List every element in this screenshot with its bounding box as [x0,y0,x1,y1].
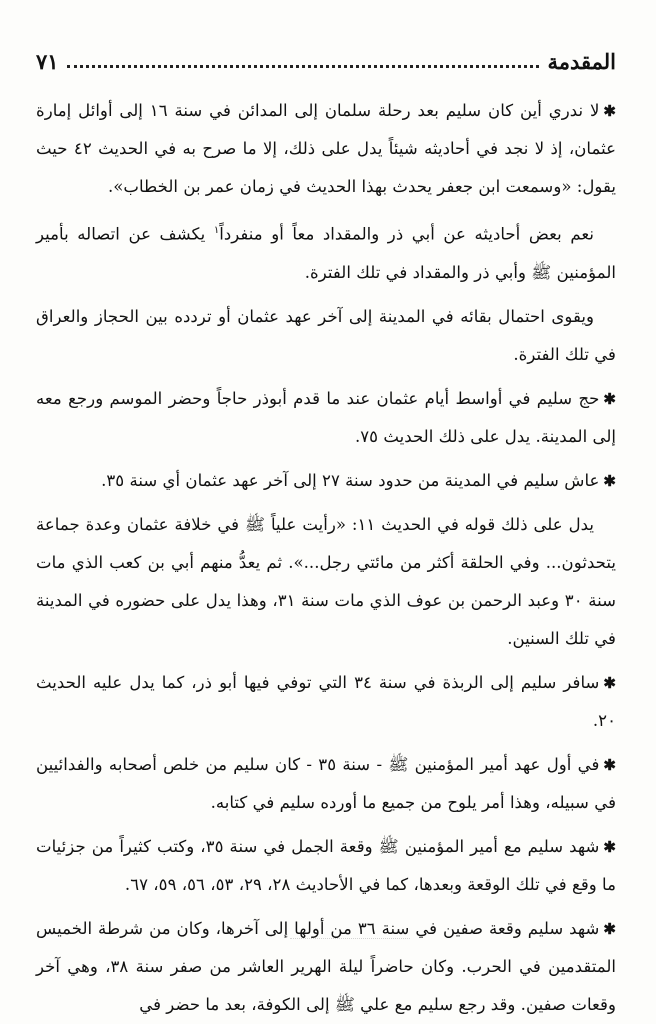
dotted-leader [67,65,540,68]
bullet-marker: ✱ [603,102,616,120]
paragraph [36,462,616,500]
page-header [36,44,616,74]
bullet-marker: ✱ [603,755,616,774]
paragraph-text: نعم بعض أحاديثه عن أبي ذر والمقداد معاً أو منفرداً [219,224,594,244]
paragraph-text: عاش سليم في المدينة من حدود سنة ٢٧ إلى آخر عهد عثمان أي سنة ٣٥. [101,470,600,490]
paragraph-text: حج سليم في أواسط أيام عثمان عند ما قدم أبوذر حاجاً وحضر الموسم ورجع معه إلى المدينة. يدل على ذلك الحديث ٧٥. [36,388,616,446]
footnote-marker: ١ [213,225,220,236]
paragraph [36,212,616,292]
paragraph-text: لا ندري أين كان سليم بعد رحلة سلمان إلى المدائن في سنة ١٦ إلى أوائل إمارة عثمان، إذ لا نجد في أحاديثه شيئاً يدل على ذلك، إلا ما صرح به في الحديث ٤٢ حيث يقول: «وسمعت ابن جعفر يحدث بهذا الحديث في زمان عمر بن الخطاب». [36,101,616,196]
paragraph [36,92,616,206]
paragraph [36,380,616,456]
paragraph-text: سافر سليم إلى الربذة في سنة ٣٤ التي توفي فيها أبو ذر، كما يدل عليه الحديث ٢٠. [36,672,616,730]
paragraph-text: في أول عهد أمير المؤمنين ﷺ - سنة ٣٥ - كان سليم من خلص أصحابه والفدائيين في سبيله، وهذا أمر يلوح من جميع ما أورده سليم في كتابه. [36,754,616,812]
paragraph [36,746,616,822]
paragraph-text: شهد سليم وقعة صفين في سنة ٣٦ من أولها إلى آخرها، وكان من شرطة الخميس المتقدمين في الحرب. وكان حاضراً ليلة الهرير العاشر من صفر سنة ٣٨، وهي آخر وقعات صفين. وقد رجع سليم مع علي ﷺ إلى الكوفة، بعد ما حضر في [36,918,617,1014]
paragraph-text: يكشف عن اتصاله بأمير المؤمنين ﷺ وأبي ذر والمقداد في تلك الفترة. [36,224,616,282]
paragraph [36,298,616,374]
page-body [36,92,616,1024]
bullet-marker: ✱ [603,471,616,490]
paragraph-text: ويقوى احتمال بقائه في المدينة إلى آخر عهد عثمان أو تردده بين الحجاز والعراق في تلك الفترة. [36,306,616,364]
paragraph [36,828,616,904]
scan-smudge [290,938,410,947]
bullet-marker: ✱ [603,389,616,408]
bullet-marker: ✱ [603,837,616,856]
running-title: المقدمة [547,49,616,74]
paragraph [36,910,616,1024]
bullet-marker: ✱ [603,673,616,692]
page-number: ٧١ [36,49,59,74]
bullet-marker: ✱ [603,919,616,938]
paragraph [36,506,616,658]
paragraph-text: يدل على ذلك قوله في الحديث ١١: «رأيت علياً ﷺ في خلافة عثمان وعدة جماعة يتحدثون... وفي الحلقة أكثر من مائتي رجل...». ثم يعدُّ منهم أبي بن كعب الذي مات سنة ٣٠ وعبد الرحمن بن عوف الذي مات سنة ٣١، وهذا يدل على حضوره في المدينة في تلك السنين. [36,514,616,648]
paragraph [36,664,616,740]
paragraph-text: شهد سليم مع أمير المؤمنين ﷺ وقعة الجمل في سنة ٣٥، وكتب كثيراً من جزئيات ما وقع في تلك الوقعة وبعدها، كما في الأحاديث ٢٨، ٢٩، ٥٣، ٥٦، ٥٩، ٦٧. [36,836,616,894]
